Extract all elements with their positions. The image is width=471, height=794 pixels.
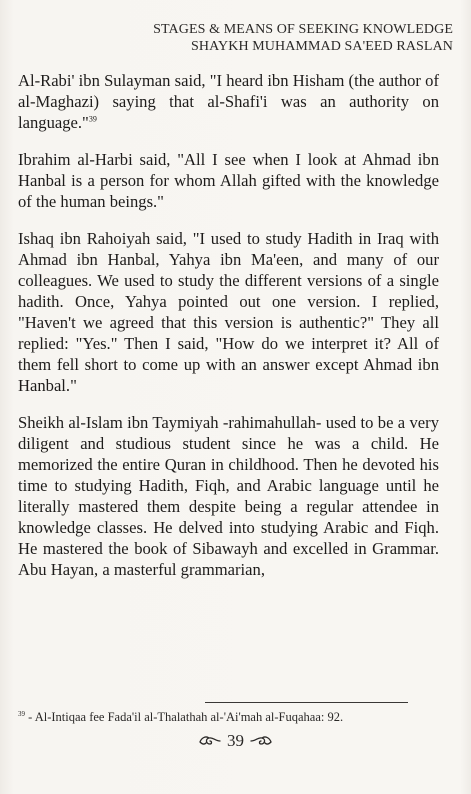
footnote [18,710,448,725]
right-ornament-icon [250,732,272,752]
paragraph-harbi: Ibrahim al-Harbi said, "All I see when I look at Ahmad ibn Hanbal is a person for whom Allah gifted with the knowledge of the human beings." [18,150,439,211]
footnote-text: - Al-Intiqaa fee Fada'il al-Thalathah al-'Ai'mah al-Fuqahaa: 92. [25,710,344,724]
header-author: SHAYKH MUHAMMAD SA'EED RASLAN [191,39,453,54]
header-book-title: STAGES & MEANS OF SEEKING KNOWLEDGE [153,22,453,37]
paragraph-ishaq: Ishaq ibn Rahoiyah said, "I used to study Hadith in Iraq with Ahmad ibn Hanbal, Yahya ibn Ma'een, and many of our colleagues. We used to study the different versions of a single hadith. Once, Yahya pointed out one version. I replied, "Haven't we agreed that this version is authentic?" They all replied: "Yes." Then I said, "How do we interpret it? All of them fell short to come up with an answer except Ahmad ibn Hanbal." [18,229,439,395]
footnote-divider [205,702,408,703]
paragraph-rabi-text: Al-Rabi' ibn Sulayman said, "I heard ibn Hisham (the author of al-Maghazi) saying that al-Shafi'i was an authority on language." [18,71,439,132]
page-number-block [0,731,471,752]
footnote-number: 39 [18,709,25,718]
paragraph-taymiyah: Sheikh al-Islam ibn Taymiyah -rahimahullah- used to be a very diligent and studious student since he was a child. He memorized the entire Quran in childhood. Then he devoted his time to studying Hadith, Fiqh, and Arabic language until he literally mastered them despite being a regular attendee in knowledge classes. He delved into studying Arabic and Fiqh. He mastered the book of Sibawayh and excelled in Grammar. Abu Hayan, a masterful grammarian, [18,413,439,579]
paragraph-rabi [18,70,439,133]
left-ornament-icon [199,732,221,752]
running-header [123,21,453,55]
page-number: 39 [227,731,244,750]
footnote-ref-39: 39 [88,114,97,124]
main-text [18,70,439,596]
